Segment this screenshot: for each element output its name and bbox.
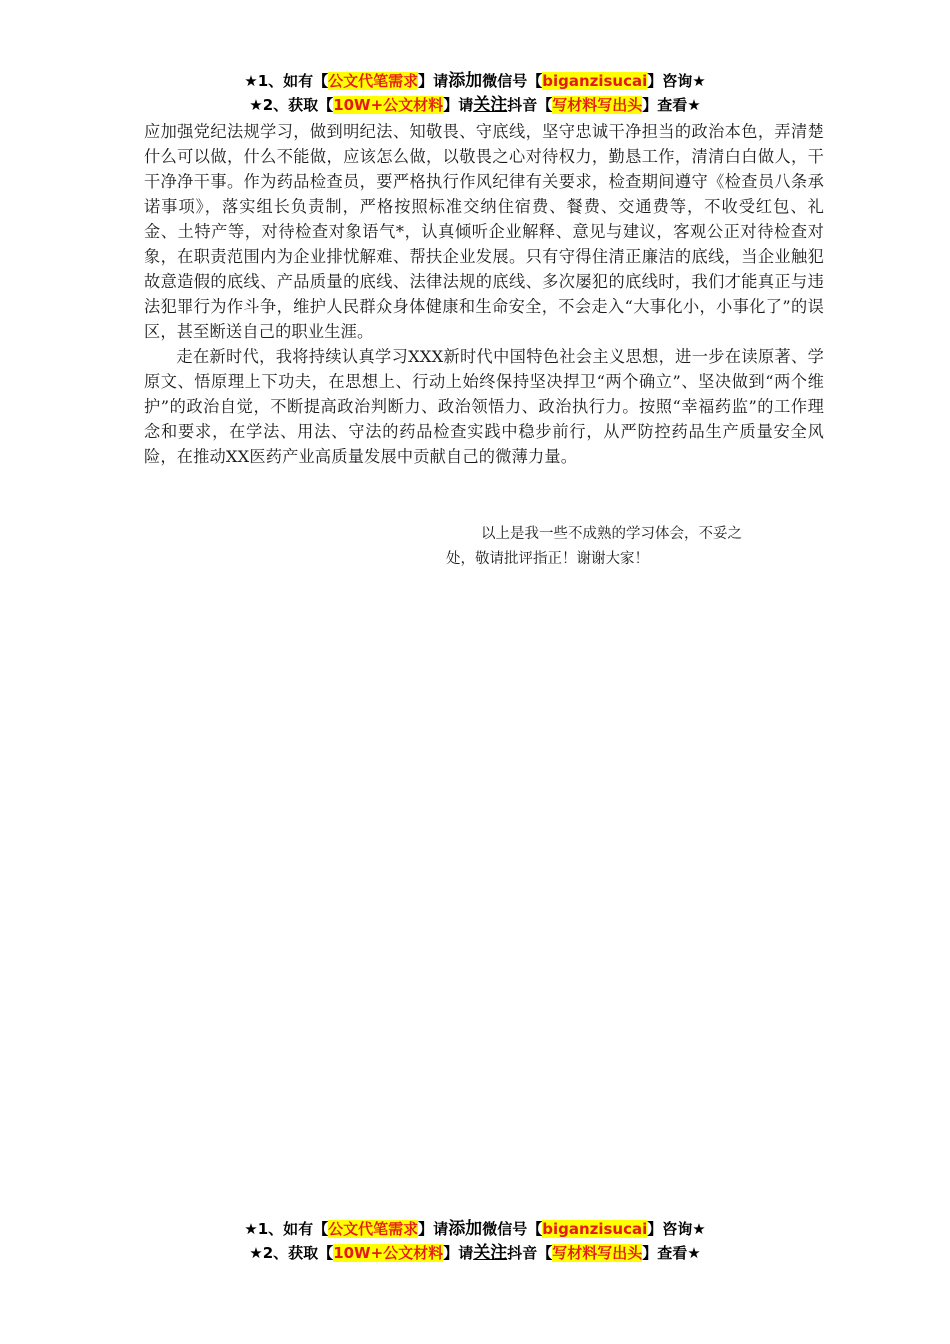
closing-line-1: 以上是我一些不成熟的学习体会，不妥之 <box>481 526 742 542</box>
closing-line-2: 处，敬请批评指正！谢谢大家！ <box>446 551 649 567</box>
footer-line-2-mid2: 抖音【 <box>507 1244 553 1262</box>
closing-remarks <box>446 522 786 572</box>
body-paragraph-1: 应加强党纪法规学习，做到明纪法、知敬畏、守底线，坚守忠诚干净担当的政治本色，弄清楚什么可以做，什么不能做，应该怎么做，以敬畏之心对待权力，勤恳工作，清清白白做人，干干净净干事。作为药品检查员，要严格执行作风纪律有关要求，检查期间遵守《检查员八条承诺事项》，落实组长负责制，严格按照标准交纳住宿费、餐费、交通费等，不收受红包、礼金、土特产等，对待检查对象语气*，认真倾听企业解释、意见与建议，客观公正对待检查对象，在职责范围内为企业排忧解难、帮扶企业发展。只有守得住清正廉洁的底线，当企业触犯故意造假的底线、产品质量的底线、法律法规的底线、多次屡犯的底线时，我们才能真正与违法犯罪行为作斗争，维护人民群众身体健康和生命安全，不会走入“大事化小，小事化了”的误区，甚至断送自己的职业生涯。 <box>144 122 824 341</box>
footer-line-1-prefix: ★1、如有【 <box>244 1220 329 1238</box>
footer-banner-line-2 <box>0 1241 950 1265</box>
footer-highlight-douyin: 写材料写出头 <box>552 1244 643 1262</box>
banner-line-1-prefix: ★1、如有【 <box>244 72 329 90</box>
footer-highlight-materials: 10W+公文材料 <box>333 1244 444 1262</box>
footer-highlight-service: 公文代笔需求 <box>328 1220 419 1238</box>
footer-emph-follow: 关注 <box>473 1243 508 1263</box>
banner-line-1-mid1: 】请 <box>418 72 449 90</box>
footer-line-1-suffix: 】咨询★ <box>647 1220 706 1238</box>
banner-emph-follow: 关注 <box>473 95 508 115</box>
banner-emph-add: 添加 <box>448 71 483 91</box>
banner-line-2-prefix: ★2、获取【 <box>249 96 334 114</box>
banner-line-2-mid2: 抖音【 <box>507 96 553 114</box>
footer-line-2-mid1: 】请 <box>443 1244 474 1262</box>
banner-line-2-mid1: 】请 <box>443 96 474 114</box>
banner-highlight-wechat-id: biganzisucai <box>542 72 648 90</box>
banner-highlight-materials: 10W+公文材料 <box>333 96 444 114</box>
document-body <box>144 119 824 469</box>
footer-highlight-wechat-id: biganzisucai <box>542 1220 648 1238</box>
banner-line-1 <box>0 69 950 93</box>
footer-emph-add: 添加 <box>448 1219 483 1239</box>
banner-line-2 <box>0 93 950 117</box>
banner-line-1-mid2: 微信号【 <box>482 72 543 90</box>
footer-banner <box>0 1217 950 1265</box>
banner-highlight-douyin: 写材料写出头 <box>552 96 643 114</box>
footer-line-1-mid2: 微信号【 <box>482 1220 543 1238</box>
footer-banner-line-1 <box>0 1217 950 1241</box>
footer-line-2-suffix: 】查看★ <box>642 1244 701 1262</box>
footer-line-2-prefix: ★2、获取【 <box>249 1244 334 1262</box>
banner-line-2-suffix: 】查看★ <box>642 96 701 114</box>
banner-highlight-service: 公文代笔需求 <box>328 72 419 90</box>
banner-line-1-suffix: 】咨询★ <box>647 72 706 90</box>
header-banner <box>0 69 950 117</box>
footer-line-1-mid1: 】请 <box>418 1220 449 1238</box>
body-paragraph-2: 走在新时代，我将持续认真学习XXX新时代中国特色社会主义思想，进一步在读原著、学原文、悟原理上下功夫，在思想上、行动上始终保持坚决捍卫“两个确立”、坚决做到“两个维护”的政治自觉，不断提高政治判断力、政治领悟力、政治执行力。按照“幸福药监”的工作理念和要求，在学法、用法、守法的药品检查实践中稳步前行，从严防控药品生产质量安全风险，在推动XX医药产业高质量发展中贡献自己的微薄力量。 <box>144 347 824 466</box>
